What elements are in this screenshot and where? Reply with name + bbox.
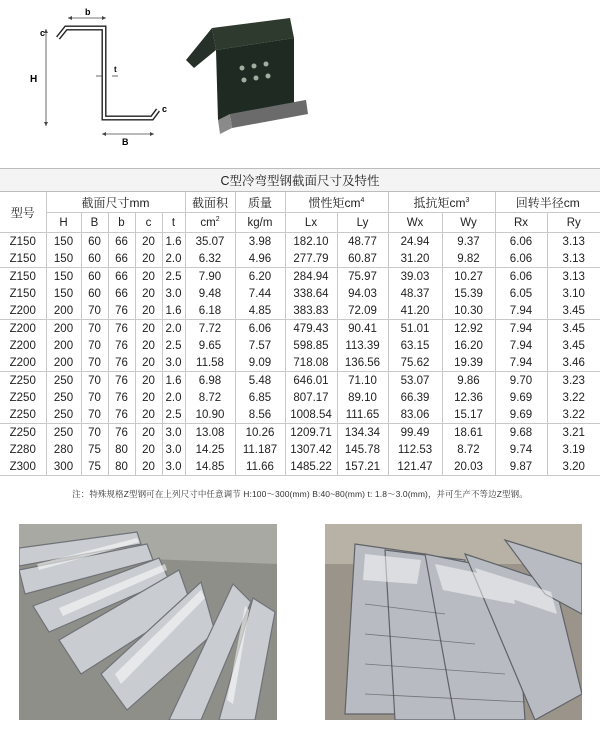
value-cell: 3.0 [162,458,185,476]
value-cell: 8.72 [442,441,495,458]
value-cell: 1307.42 [285,441,337,458]
value-cell: 3.23 [547,372,600,390]
sub-c: c [135,213,162,233]
value-cell: 111.65 [337,406,388,424]
value-cell: 9.37 [442,233,495,251]
value-cell: 99.49 [388,424,442,442]
value-cell: 20 [135,389,162,406]
value-cell: 76 [108,320,135,338]
value-cell: 70 [81,389,108,406]
sub-Lx: Lx [285,213,337,233]
value-cell: 3.45 [562,304,585,317]
table-row [0,406,600,424]
value-cell: 48.77 [337,233,388,251]
value-cell: 24.94 [388,233,442,251]
table-row [0,302,600,320]
value-cell: 76 [108,302,135,320]
table-row [0,389,600,406]
value-cell: 9.82 [442,250,495,268]
value-cell: 60 [81,233,108,251]
value-cell: 20 [135,285,162,302]
model-cell: Z200 [0,337,46,354]
table-row [0,285,600,302]
area-header: 截面积 [185,192,235,213]
table-row [0,441,600,458]
value-cell: 9.70 [495,372,547,390]
model-cell: Z150 [0,285,46,302]
value-cell: 157.21 [337,458,388,476]
radius-header: 回转半径cm [495,192,600,213]
value-cell: 83.06 [388,406,442,424]
value-cell: 8.56 [235,406,285,424]
value-cell: 20 [135,354,162,372]
value-cell: 280 [46,441,81,458]
model-header: 型号 [0,192,46,233]
value-cell: 284.94 [285,268,337,286]
value-cell: 20 [135,424,162,442]
value-cell: 136.56 [337,354,388,372]
value-cell: 14.85 [185,458,235,476]
value-cell: 150 [46,250,81,268]
value-cell: 7.72 [185,320,235,338]
model-cell: Z200 [0,302,46,320]
value-cell: 75.97 [337,268,388,286]
table-title: C型冷弯型钢截面尺寸及特性 [0,169,600,192]
value-cell: 9.74 [495,441,547,458]
value-cell: 20 [135,250,162,268]
value-cell: 41.20 [388,302,442,320]
value-cell: 4.85 [235,302,285,320]
value-cell: 145.78 [337,441,388,458]
value-cell: 66 [108,285,135,302]
value-cell: 66 [108,250,135,268]
value-cell: 6.32 [185,250,235,268]
value-cell: 3.46 [562,356,585,369]
model-cell: Z250 [0,406,46,424]
value-cell: 12.92 [442,320,495,338]
z-steel-photo-left [19,524,277,720]
value-cell: 6.18 [185,302,235,320]
label-B: B [122,137,129,147]
section-dims-header: 截面尺寸mm [46,192,185,213]
model-cell: Z150 [0,268,46,286]
value-cell: 75.62 [388,354,442,372]
value-cell: 20 [135,441,162,458]
value-cell: 71.10 [337,372,388,390]
label-H: H [30,74,38,85]
model-cell: Z300 [0,458,46,476]
value-cell: 3.22 [562,408,585,421]
value-cell: 9.87 [495,458,547,476]
value-cell: 2.5 [162,406,185,424]
value-cell: 5.48 [235,372,285,390]
value-cell: 3.0 [162,285,185,302]
value-cell: 9.68 [495,424,547,442]
model-cell: Z280 [0,441,46,458]
value-cell: 338.64 [285,285,337,302]
value-cell: 3.20 [547,458,600,476]
value-cell: 20 [135,406,162,424]
value-cell: 31.20 [388,250,442,268]
value-cell: 20 [135,302,162,320]
value-cell: 20 [135,372,162,390]
table-row [0,250,600,268]
value-cell: 60 [81,285,108,302]
value-cell: 1485.22 [285,458,337,476]
value-cell: 112.53 [388,441,442,458]
value-cell: 113.39 [337,337,388,354]
value-cell: 48.37 [388,285,442,302]
value-cell: 70 [81,424,108,442]
inertia-header: 惯性矩$cm^4$ [285,192,388,213]
value-cell: 6.06 [495,268,547,286]
value-cell: 15.39 [442,285,495,302]
sub-mass-unit: kg/m [235,213,285,233]
value-cell: 150 [46,268,81,286]
value-cell: 200 [46,354,81,372]
value-cell: 7.57 [235,337,285,354]
value-cell: 3.21 [547,424,600,442]
value-cell: 1.6 [162,302,185,320]
value-cell: 20 [135,268,162,286]
value-cell: 76 [108,354,135,372]
sub-B: B [81,213,108,233]
value-cell: 383.83 [285,302,337,320]
z-section-diagram [18,6,178,148]
value-cell: 6.06 [495,233,547,251]
value-cell: 20.03 [442,458,495,476]
value-cell: 60 [81,250,108,268]
value-cell: 20 [135,320,162,338]
value-cell: 76 [108,337,135,354]
value-cell: 80 [108,441,135,458]
value-cell: 2.0 [162,250,185,268]
value-cell: 200 [46,320,81,338]
value-cell: 200 [46,302,81,320]
model-cell: Z200 [0,320,46,338]
model-cell: Z250 [0,389,46,406]
value-cell: 63.15 [388,337,442,354]
value-cell: 9.48 [185,285,235,302]
z-steel-3d-image [182,10,312,140]
value-cell: 4.96 [235,250,285,268]
value-cell: 70 [81,302,108,320]
value-cell: 9.86 [442,372,495,390]
value-cell: 1008.54 [285,406,337,424]
value-cell: 3.13 [562,252,585,265]
value-cell: 76 [108,372,135,390]
value-cell: 19.39 [442,354,495,372]
sub-Wx: Wx [388,213,442,233]
value-cell: 3.0 [162,354,185,372]
value-cell: 1209.71 [285,424,337,442]
value-cell: 76 [108,389,135,406]
value-cell: 14.25 [185,441,235,458]
value-cell: 646.01 [285,372,337,390]
value-cell: 250 [46,372,81,390]
value-cell: 7.90 [185,268,235,286]
value-cell: 150 [46,233,81,251]
model-cell: Z250 [0,424,46,442]
value-cell: 8.72 [185,389,235,406]
value-cell: 7.94 [495,320,547,338]
model-cell: Z150 [0,233,46,251]
value-cell: 7.44 [235,285,285,302]
sub-Wy: Wy [442,213,495,233]
value-cell: 89.10 [337,389,388,406]
value-cell: 3.45 [547,320,600,338]
value-cell: 70 [81,372,108,390]
value-cell: 3.98 [235,233,285,251]
value-cell: 80 [108,458,135,476]
table-row [0,458,600,476]
value-cell: 94.03 [337,285,388,302]
sub-H: H [46,213,81,233]
value-cell: 3.10 [562,287,585,300]
modulus-header: 抵抗矩$cm^3$ [388,192,495,213]
value-cell: 300 [46,458,81,476]
value-cell: 90.41 [337,320,388,338]
sub-Rx: Rx [495,213,547,233]
table-row [0,372,600,390]
value-cell: 1.6 [162,233,185,251]
value-cell: 66.39 [388,389,442,406]
value-cell: 20 [135,458,162,476]
value-cell: 18.61 [442,424,495,442]
value-cell: 13.08 [185,424,235,442]
value-cell: 11.187 [235,441,285,458]
value-cell: 150 [46,285,81,302]
value-cell: 9.69 [495,389,547,406]
value-cell: 12.36 [442,389,495,406]
value-cell: 2.0 [162,320,185,338]
value-cell: 10.30 [442,302,495,320]
spec-table [0,168,600,476]
value-cell: 39.03 [388,268,442,286]
value-cell: 75 [81,458,108,476]
sub-Ly: Ly [337,213,388,233]
label-t: t [114,65,117,74]
value-cell: 70 [81,320,108,338]
value-cell: 70 [81,354,108,372]
value-cell: 53.07 [388,372,442,390]
value-cell: 121.47 [388,458,442,476]
value-cell: 10.27 [442,268,495,286]
value-cell: 6.06 [235,320,285,338]
value-cell: 479.43 [285,320,337,338]
value-cell: 6.98 [185,372,235,390]
value-cell: 277.79 [285,250,337,268]
value-cell: 76 [108,406,135,424]
value-cell: 2.5 [162,337,185,354]
value-cell: 76 [108,424,135,442]
value-cell: 7.94 [495,302,547,320]
value-cell: 70 [81,337,108,354]
table-row [0,320,600,338]
value-cell: 15.17 [442,406,495,424]
value-cell: 75 [81,441,108,458]
spec-table-body [0,233,600,476]
value-cell: 51.01 [388,320,442,338]
value-cell: 9.65 [185,337,235,354]
value-cell: 35.07 [185,233,235,251]
value-cell: 1.6 [162,372,185,390]
sub-b: b [108,213,135,233]
value-cell: 11.58 [185,354,235,372]
table-row [0,354,600,372]
value-cell: 3.0 [162,424,185,442]
value-cell: 6.06 [495,250,547,268]
value-cell: 6.05 [495,285,547,302]
sub-t: t [162,213,185,233]
value-cell: 182.10 [285,233,337,251]
value-cell: 20 [135,337,162,354]
model-cell: Z250 [0,372,46,390]
value-cell: 598.85 [285,337,337,354]
value-cell: 807.17 [285,389,337,406]
sub-area-unit: $cm^2$ [185,213,235,233]
footnote: 注：特殊规格Z型钢可在上列尺寸中任意调节 H:100～300(mm) B:40~80(mm) t: 1.8～3.0(mm)，并可生产不等边Z型钢。 [72,489,528,499]
label-c-top: c [40,28,46,38]
value-cell: 11.66 [235,458,285,476]
value-cell: 2.5 [162,268,185,286]
value-cell: 718.08 [285,354,337,372]
value-cell: 66 [108,268,135,286]
value-cell: 3.13 [547,268,600,286]
table-row [0,268,600,286]
value-cell: 250 [46,406,81,424]
value-cell: 250 [46,389,81,406]
z-steel-photo-right [325,524,582,720]
label-b: b [85,7,91,17]
value-cell: 3.45 [562,339,585,352]
value-cell: 9.09 [235,354,285,372]
value-cell: 60.87 [337,250,388,268]
value-cell: 9.69 [495,406,547,424]
value-cell: 250 [46,424,81,442]
table-row [0,424,600,442]
table-row [0,233,600,251]
value-cell: 200 [46,337,81,354]
sub-Ry: Ry [547,213,600,233]
value-cell: 10.90 [185,406,235,424]
value-cell: 72.09 [337,302,388,320]
model-cell: Z150 [0,250,46,268]
value-cell: 7.94 [495,354,547,372]
value-cell: 134.34 [337,424,388,442]
table-row [0,337,600,354]
value-cell: 70 [81,406,108,424]
value-cell: 20 [135,233,162,251]
value-cell: 66 [108,233,135,251]
value-cell: 6.20 [235,268,285,286]
value-cell: 3.0 [162,441,185,458]
value-cell: 10.26 [235,424,285,442]
value-cell: 16.20 [442,337,495,354]
model-cell: Z200 [0,354,46,372]
value-cell: 7.94 [495,337,547,354]
value-cell: 60 [81,268,108,286]
label-c-bottom: c [162,104,168,114]
value-cell: 6.85 [235,389,285,406]
value-cell: 3.22 [562,391,585,404]
value-cell: 2.0 [162,389,185,406]
mass-header: 质量 [235,192,285,213]
value-cell: 3.13 [562,235,585,248]
value-cell: 3.19 [562,443,585,456]
